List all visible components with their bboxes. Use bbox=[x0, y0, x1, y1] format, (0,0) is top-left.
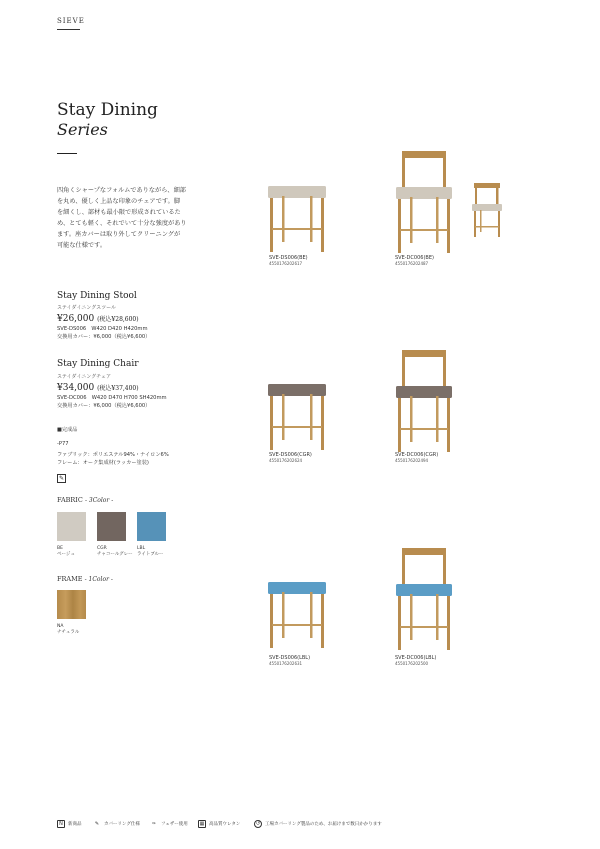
factory-covering-icon: ↺ bbox=[255, 821, 261, 827]
stool-name: Stay Dining Stool bbox=[57, 291, 137, 301]
chair-kana: ステイダイニングチェア bbox=[57, 374, 112, 380]
chair-cgr-image bbox=[392, 348, 456, 454]
legend-label: 新商品 bbox=[68, 822, 82, 827]
product-caption bbox=[395, 255, 434, 267]
product-code: SVE-DC006(BE) bbox=[395, 255, 434, 261]
materials-code: -P77 bbox=[57, 441, 69, 447]
legend-urethane bbox=[198, 820, 240, 828]
legend-covering bbox=[93, 820, 140, 828]
product-code: SVE-DS006(LBL) bbox=[269, 655, 311, 661]
chair-price-tax: (税込¥37,400) bbox=[97, 385, 139, 392]
stool-kana: ステイダイニングスツール bbox=[57, 305, 117, 311]
stool-cgr-image bbox=[262, 380, 332, 452]
chair-be-image bbox=[392, 149, 456, 255]
legend-label: 工場カバーリング製品のため、お届けまで数日かかります bbox=[265, 822, 382, 827]
frame-label bbox=[57, 575, 113, 583]
urethane-icon: ▦ bbox=[199, 821, 205, 827]
fabric-count: - 3Color - bbox=[84, 497, 114, 504]
frame-swatch-na[interactable] bbox=[57, 590, 86, 619]
stool-spec: SVE-DS006 W420 D420 H420mm bbox=[57, 326, 148, 332]
frame-count: - 1Color - bbox=[84, 576, 113, 583]
description-line: ます。座カバーは取り外してクリーニングが bbox=[57, 231, 181, 238]
series-subtitle: Series bbox=[57, 120, 108, 139]
stool-price-tax: (税込¥28,600) bbox=[97, 316, 139, 323]
product-jan: 4550176202500 bbox=[395, 661, 429, 666]
frame-swatch-name: ナチュラル bbox=[57, 630, 80, 635]
product-jan: 4550176202617 bbox=[269, 261, 303, 266]
fabric-swatch-lbl[interactable] bbox=[137, 512, 166, 541]
description-line: を丸め、優しく上品な印象のチェアです。脚 bbox=[57, 198, 181, 205]
product-caption bbox=[269, 655, 310, 667]
legend-new bbox=[57, 820, 82, 828]
product-code: SVE-DS006(BE) bbox=[269, 255, 308, 261]
chair-lbl-image bbox=[392, 546, 456, 652]
fabric-swatch-cgr[interactable] bbox=[97, 512, 126, 541]
fabric-swatch-code: BE bbox=[57, 546, 63, 551]
stool-price-value: ¥26,000 bbox=[57, 314, 95, 324]
chair-price-value: ¥34,000 bbox=[57, 383, 95, 393]
new-product-icon: N bbox=[57, 820, 65, 828]
series-description bbox=[57, 185, 215, 251]
fabric-label bbox=[57, 496, 113, 504]
brand-underline bbox=[57, 29, 80, 30]
series-title: Stay Dining bbox=[57, 100, 158, 120]
materials-fabric: ファブリック：ポリエステル94%・ナイロン6% bbox=[57, 452, 169, 458]
legend-factory-covering bbox=[254, 820, 382, 828]
chair-spec: SVE-DC006 W420 D470 H700 SH420mm bbox=[57, 395, 167, 401]
description-line: を細くし、部材も最小限で形成されているた bbox=[57, 209, 181, 216]
product-jan: 4550176202624 bbox=[269, 458, 303, 463]
stool-cover-price: 交換用カバー：¥6,000（税込¥6,600） bbox=[57, 334, 151, 340]
fabric-swatch-code: CGR bbox=[97, 546, 107, 551]
fabric-label-text: FABRIC bbox=[57, 496, 83, 504]
legend-label: カバーリング仕様 bbox=[104, 822, 140, 827]
materials-frame: フレーム：オーク集成材(ラッカー塗装) bbox=[57, 460, 149, 466]
stool-lbl-image bbox=[262, 578, 332, 650]
frame-label-text: FRAME bbox=[57, 575, 83, 583]
chair-be-side-image bbox=[470, 182, 504, 238]
description-line: 可能な仕様です。 bbox=[57, 242, 107, 249]
description-line: め、とても軽く、それでいて十分な強度があり bbox=[57, 220, 187, 227]
legend-label: フェザー使用 bbox=[161, 822, 188, 827]
fabric-swatch-code: LBL bbox=[137, 546, 146, 551]
product-caption bbox=[269, 255, 308, 267]
covering-icon: ✎ bbox=[94, 821, 100, 827]
product-jan: 4550176202494 bbox=[395, 458, 429, 463]
materials-heading: ■完成品 bbox=[57, 427, 78, 433]
fabric-swatch-be[interactable] bbox=[57, 512, 86, 541]
product-caption bbox=[269, 452, 312, 464]
stool-be-image bbox=[262, 182, 332, 254]
title-rule bbox=[57, 153, 77, 154]
legend-label: 高品質ウレタン bbox=[209, 822, 241, 827]
product-caption bbox=[395, 452, 438, 464]
product-caption bbox=[395, 655, 436, 667]
fabric-swatch-name: チャコールグレー bbox=[97, 552, 133, 557]
stool-price bbox=[57, 314, 139, 324]
chair-name: Stay Dining Chair bbox=[57, 359, 139, 369]
product-code: SVE-DS006(CGR) bbox=[269, 452, 312, 458]
feather-icon: ✑ bbox=[151, 821, 157, 827]
product-code: SVE-DC006(LBL) bbox=[395, 655, 437, 661]
legend-feather bbox=[150, 820, 188, 828]
fabric-swatch-name: ライトブルー bbox=[137, 552, 164, 557]
product-jan: 4550176202631 bbox=[269, 661, 303, 666]
description-line: 四角くシャープなフォルムでありながら、細部 bbox=[57, 187, 186, 194]
product-jan: 4550176202487 bbox=[395, 261, 429, 266]
cover-care-icon: ✎ bbox=[58, 475, 65, 482]
fabric-swatch-name: ベージュ bbox=[57, 552, 75, 557]
chair-price bbox=[57, 383, 139, 393]
brand-name: SIEVE bbox=[57, 17, 85, 25]
frame-swatch-code: NA bbox=[57, 624, 64, 629]
product-code: SVE-DC006(CGR) bbox=[395, 452, 439, 458]
chair-cover-price: 交換用カバー：¥6,000（税込¥6,600） bbox=[57, 403, 151, 409]
